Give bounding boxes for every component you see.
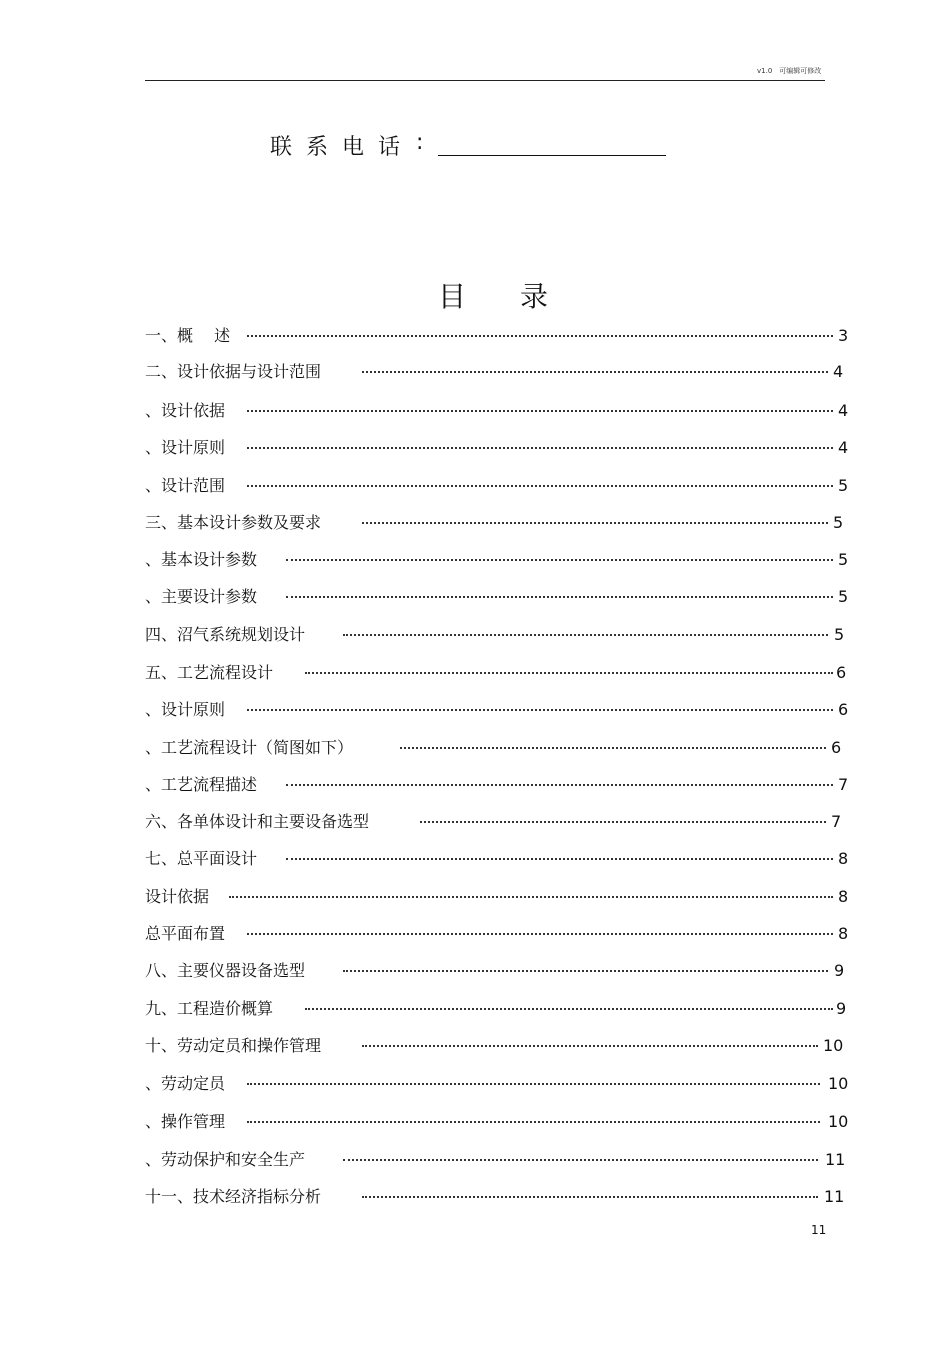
- toc-entry: [0, 959, 950, 983]
- toc-entry-page: 4: [838, 401, 849, 420]
- toc-entry-page: 5: [834, 625, 845, 644]
- toc-entry-label: 、工艺流程描述: [145, 775, 258, 794]
- toc-entry-page: 5: [838, 476, 849, 495]
- toc-entry-page: 10: [823, 1036, 844, 1055]
- toc-entry-label: 、操作管理: [145, 1112, 226, 1131]
- toc-entry: [0, 324, 950, 348]
- toc-entry-label: 一、概 述: [145, 326, 231, 345]
- toc-entry-label: 设计依据: [145, 887, 210, 906]
- toc-entry: [0, 1185, 950, 1209]
- toc-entry-leader: [286, 596, 833, 598]
- toc-entry-page: 6: [838, 700, 849, 719]
- contact-phone-label: 联系电话: [270, 135, 415, 160]
- toc-entry: [0, 736, 950, 760]
- toc-entry-label: 、基本设计参数: [145, 550, 258, 569]
- toc-entry: [0, 1110, 950, 1134]
- contact-phone-colon: :: [416, 130, 424, 155]
- toc-entry: [0, 810, 950, 834]
- toc-entry-label: 、劳动定员: [145, 1074, 226, 1093]
- toc-entry: [0, 360, 950, 384]
- toc-entry-label: 、设计范围: [145, 476, 226, 495]
- toc-entry-page: 11: [824, 1187, 845, 1206]
- toc-entry-page: 9: [834, 961, 845, 980]
- toc-entry-leader: [247, 1083, 820, 1085]
- toc-entry: [0, 773, 950, 797]
- page-number: 11: [811, 1223, 827, 1237]
- toc-entry-leader: [362, 1045, 818, 1047]
- toc-entry-label: 四、沼气系统规划设计: [145, 625, 306, 644]
- toc-entry: [0, 1148, 950, 1172]
- toc-entry-page: 11: [825, 1150, 846, 1169]
- toc-entry-label: 、主要设计参数: [145, 587, 258, 606]
- toc-entry-label: 九、工程造价概算: [145, 999, 274, 1018]
- toc-entry-leader: [247, 1121, 820, 1123]
- toc-entry: [0, 623, 950, 647]
- toc-entry: [0, 399, 950, 423]
- toc-entry-page: 10: [828, 1112, 849, 1131]
- toc-entry: [0, 1072, 950, 1096]
- toc-entry-leader: [343, 634, 828, 636]
- toc-entry-page: 4: [833, 362, 844, 381]
- toc-entry-leader: [229, 896, 833, 898]
- toc-entry-leader: [400, 747, 826, 749]
- toc-entry-label: 七、总平面设计: [145, 849, 258, 868]
- toc-entry-page: 6: [831, 738, 842, 757]
- toc-entry-label: 总平面布置: [145, 924, 226, 943]
- toc-entry: [0, 511, 950, 535]
- toc-entry-label: 二、设计依据与设计范围: [145, 362, 322, 381]
- toc-entry-leader: [286, 784, 833, 786]
- toc-entry-page: 7: [831, 812, 842, 831]
- toc-entry-leader: [247, 447, 833, 449]
- toc-entry-leader: [362, 1196, 818, 1198]
- toc-entry: [0, 661, 950, 685]
- toc-entry-page: 5: [833, 513, 844, 532]
- toc-entry-page: 5: [838, 587, 849, 606]
- toc-entry: [0, 997, 950, 1021]
- toc-entry-label: 五、工艺流程设计: [145, 663, 274, 682]
- toc-entry-leader: [420, 821, 826, 823]
- toc-entry-label: 十、劳动定员和操作管理: [145, 1036, 322, 1055]
- toc-entry-label: 六、各单体设计和主要设备选型: [145, 812, 370, 831]
- toc-entry: [0, 847, 950, 871]
- toc-entry: [0, 698, 950, 722]
- toc-entry-leader: [305, 1008, 833, 1010]
- header-rule: [145, 80, 825, 81]
- toc-entry: [0, 585, 950, 609]
- toc-entry-leader: [247, 335, 833, 337]
- toc-entry-page: 3: [838, 326, 849, 345]
- toc-title: 目录: [438, 280, 603, 313]
- toc-entry-page: 6: [836, 663, 847, 682]
- toc-entry-label: 、劳动保护和安全生产: [145, 1150, 306, 1169]
- toc-entry: [0, 474, 950, 498]
- contact-phone-blank: [438, 155, 666, 156]
- toc-entry-label: 、设计原则: [145, 700, 226, 719]
- toc-entry-leader: [286, 858, 833, 860]
- toc-entry-leader: [247, 485, 833, 487]
- toc-entry-label: 、设计原则: [145, 438, 226, 457]
- toc-entry: [0, 436, 950, 460]
- toc-entry-leader: [362, 371, 828, 373]
- toc-entry-leader: [286, 559, 833, 561]
- toc-entry-leader: [247, 410, 833, 412]
- toc-entry-leader: [343, 1159, 818, 1161]
- toc-entry-leader: [247, 933, 833, 935]
- toc-entry-page: 7: [838, 775, 849, 794]
- toc-entry-page: 8: [838, 887, 849, 906]
- toc-entry: [0, 548, 950, 572]
- toc-entry-page: 8: [838, 924, 849, 943]
- toc-entry-leader: [305, 672, 833, 674]
- header-note: v1.0 可编辑可修改: [757, 67, 822, 75]
- toc-entry-leader: [343, 970, 828, 972]
- toc-entry-label: 十一、技术经济指标分析: [145, 1187, 322, 1206]
- toc-entry-label: 八、主要仪器设备选型: [145, 961, 306, 980]
- toc-entry: [0, 885, 950, 909]
- toc-entry-label: 、工艺流程设计（简图如下）: [145, 738, 354, 757]
- toc-entry-leader: [247, 709, 833, 711]
- toc-entry-leader: [362, 522, 828, 524]
- toc-entry-page: 10: [828, 1074, 849, 1093]
- toc-entry-page: 5: [838, 550, 849, 569]
- toc-entry-label: 三、基本设计参数及要求: [145, 513, 322, 532]
- toc-entry-page: 8: [838, 849, 849, 868]
- toc-entry-label: 、设计依据: [145, 401, 226, 420]
- toc-entry: [0, 922, 950, 946]
- toc-entry-page: 9: [836, 999, 847, 1018]
- toc-entry-page: 4: [838, 438, 849, 457]
- toc-entry: [0, 1034, 950, 1058]
